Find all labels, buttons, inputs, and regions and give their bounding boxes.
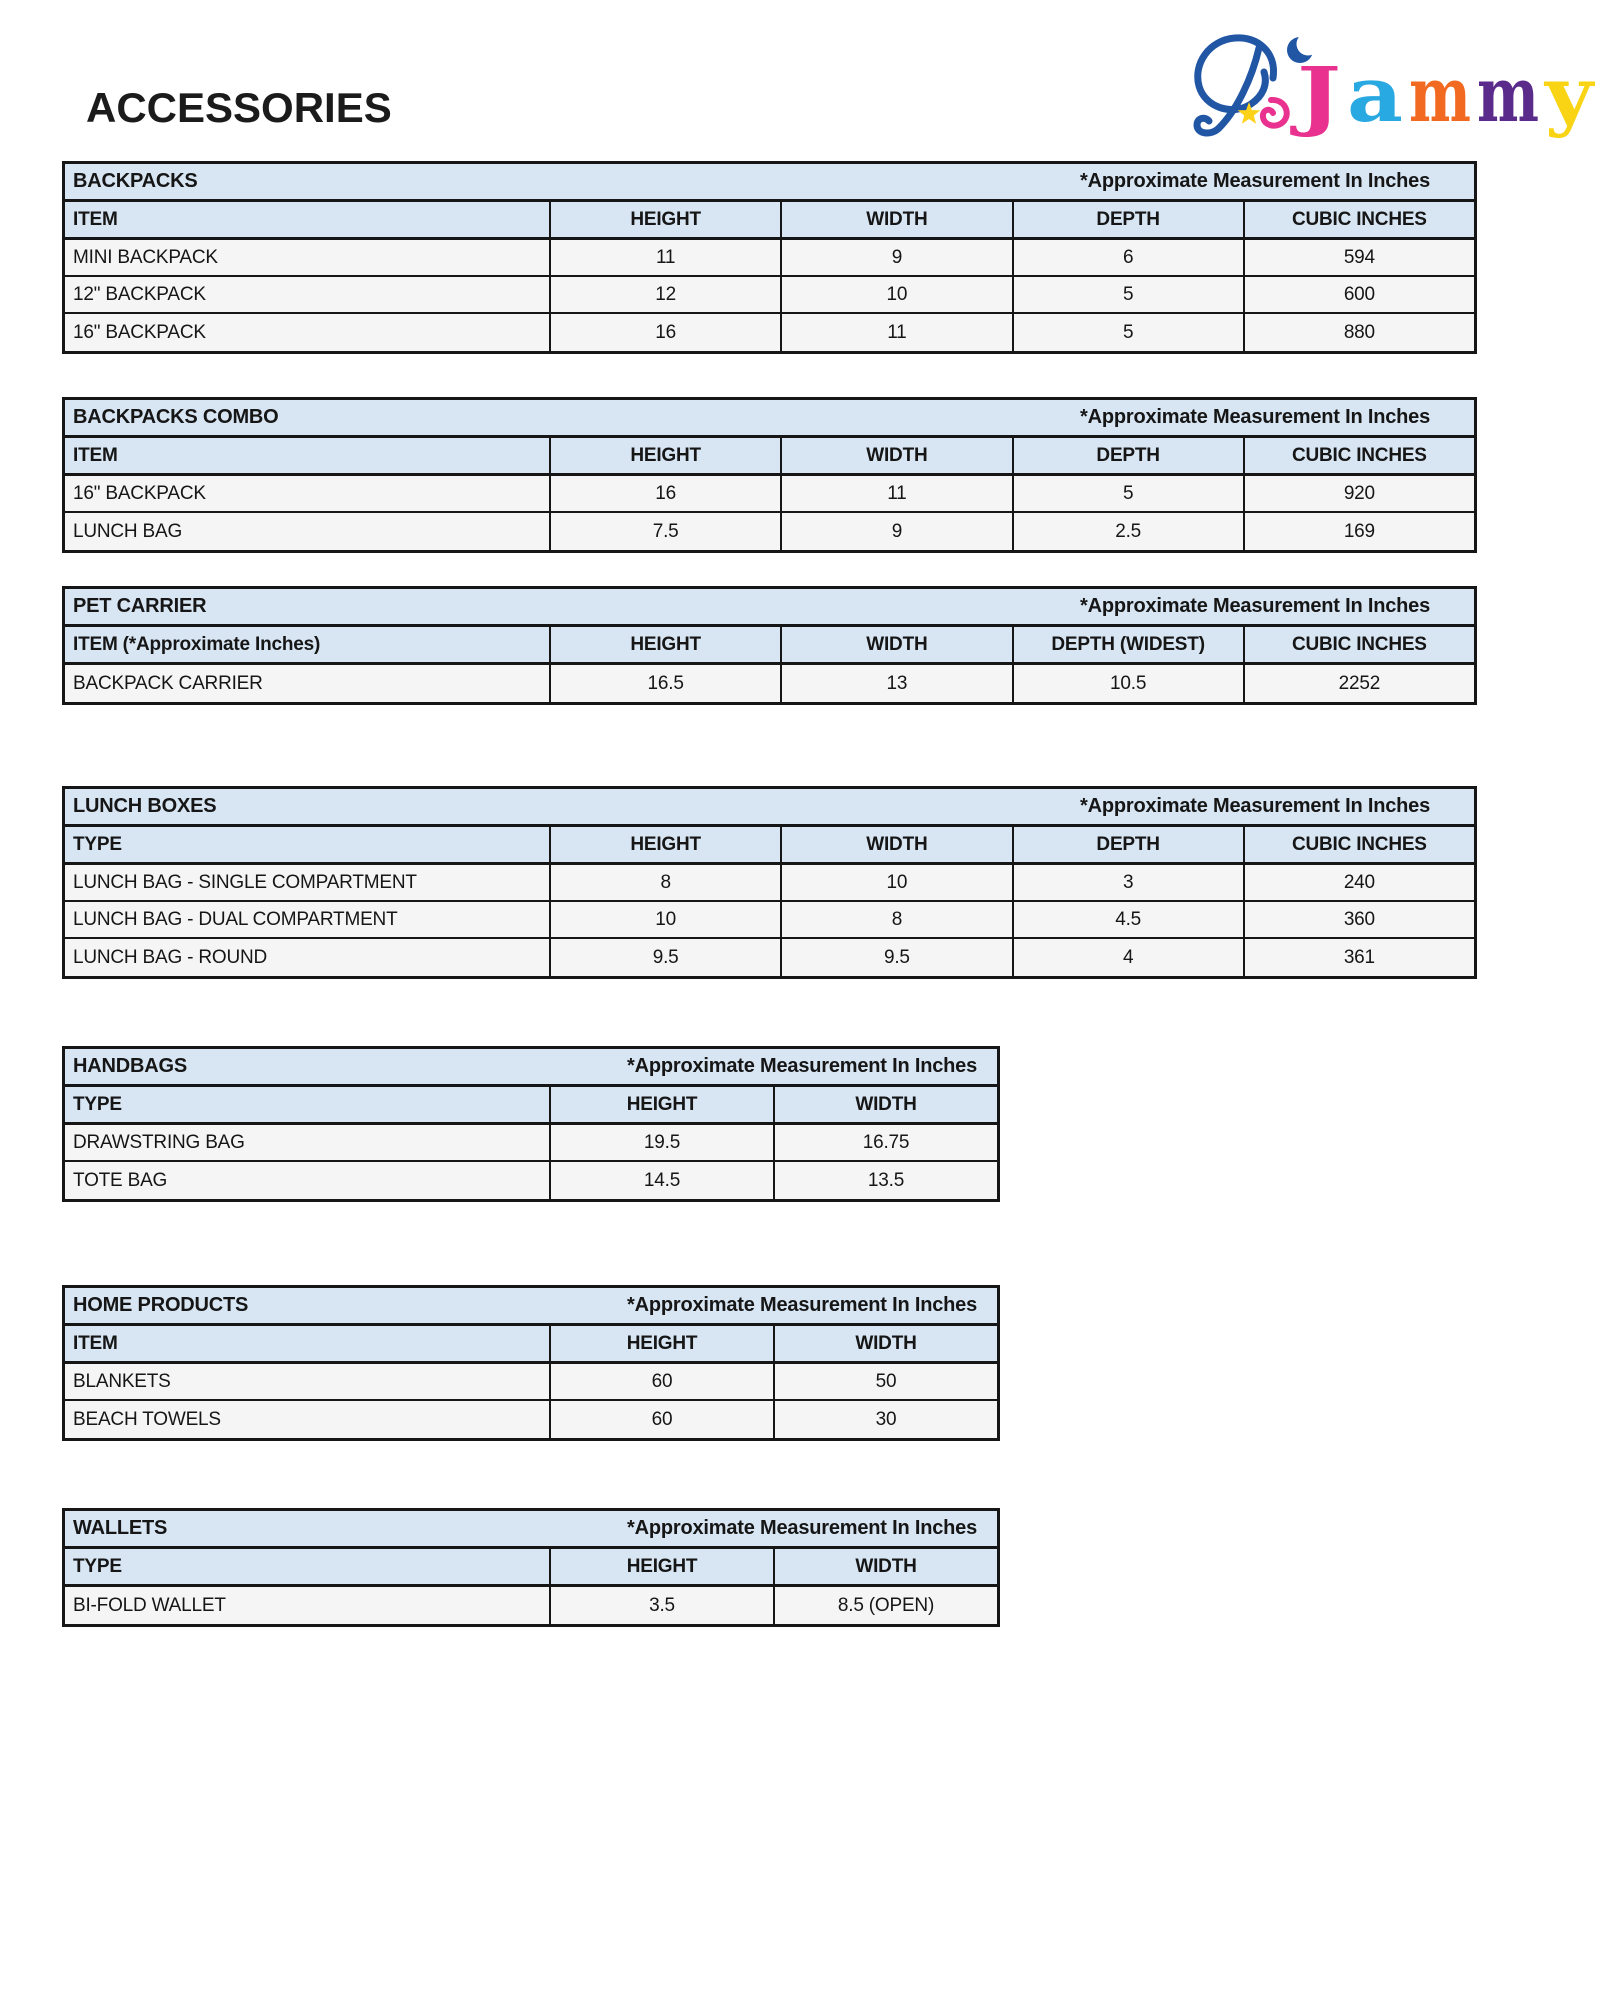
value-cell: 16.75 xyxy=(773,1125,997,1160)
table-title-row xyxy=(65,1288,997,1326)
table-title-row xyxy=(65,589,1474,627)
item-label: LUNCH BAG - ROUND xyxy=(73,946,268,968)
column-header-row xyxy=(65,627,1474,665)
table-row xyxy=(65,277,1474,314)
value-cell: 10.5 xyxy=(1012,665,1243,702)
item-label: 16" BACKPACK xyxy=(73,482,206,504)
logo-letter: a xyxy=(1347,50,1403,139)
column-header-type: TYPE xyxy=(73,1093,122,1115)
value-cell: 361 xyxy=(1243,939,1474,976)
column-header-depth: DEPTH xyxy=(1012,438,1243,473)
table-row xyxy=(65,240,1474,277)
brand-logo-graphic xyxy=(1185,26,1600,150)
column-header-row xyxy=(65,202,1474,240)
value-cell: 11 xyxy=(780,476,1011,511)
item-label: DRAWSTRING BAG xyxy=(73,1131,245,1153)
table-row xyxy=(65,1364,997,1401)
table-row xyxy=(65,314,1474,351)
value-cell: 600 xyxy=(1243,277,1474,312)
table-row xyxy=(65,939,1474,976)
table-title: PET CARRIER xyxy=(73,595,207,617)
column-header-height: HEIGHT xyxy=(549,1549,773,1584)
column-header-item: ITEM xyxy=(73,444,118,466)
column-header-type: TYPE xyxy=(73,1555,122,1577)
value-cell: 50 xyxy=(773,1364,997,1399)
column-header-height: HEIGHT xyxy=(549,438,780,473)
table-title-row xyxy=(65,1511,997,1549)
value-cell: 6 xyxy=(1012,240,1243,275)
column-header-height: HEIGHT xyxy=(549,627,780,662)
table-row xyxy=(65,865,1474,902)
value-cell: 7.5 xyxy=(549,513,780,550)
table-row xyxy=(65,1162,997,1199)
value-cell: 30 xyxy=(773,1401,997,1438)
column-header-width: WIDTH xyxy=(780,627,1011,662)
value-cell: 12 xyxy=(549,277,780,312)
logo-letter: m xyxy=(1409,50,1471,139)
logo-spiral-icon xyxy=(1263,100,1287,126)
value-cell: 13 xyxy=(780,665,1011,702)
table-title-row xyxy=(65,164,1474,202)
value-cell: 16 xyxy=(549,314,780,351)
table-title: WALLETS xyxy=(73,1517,168,1539)
column-header-row xyxy=(65,1549,997,1587)
column-header-width: WIDTH xyxy=(780,827,1011,862)
table-row xyxy=(65,1125,997,1162)
page-title: ACCESSORIES xyxy=(86,84,392,132)
value-cell: 60 xyxy=(549,1364,773,1399)
column-header-item: ITEM xyxy=(73,208,118,230)
value-cell: 19.5 xyxy=(549,1125,773,1160)
value-cell: 4.5 xyxy=(1012,902,1243,937)
measurement-note: *Approximate Measurement In Inches xyxy=(1080,795,1430,817)
table-title-row xyxy=(65,400,1474,438)
column-header-cubic-inches: CUBIC INCHES xyxy=(1243,202,1474,237)
measurement-note: *Approximate Measurement In Inches xyxy=(1080,406,1430,428)
table-row xyxy=(65,1401,997,1438)
value-cell: 360 xyxy=(1243,902,1474,937)
table-row xyxy=(65,476,1474,513)
column-header-width: WIDTH xyxy=(773,1087,997,1122)
value-cell: 8 xyxy=(780,902,1011,937)
column-header-row xyxy=(65,827,1474,865)
column-header-width: WIDTH xyxy=(780,202,1011,237)
item-label: BLANKETS xyxy=(73,1370,171,1392)
column-header-row xyxy=(65,1326,997,1364)
value-cell: 8.5 (OPEN) xyxy=(773,1587,997,1624)
table-title-row xyxy=(65,1049,997,1087)
column-header-height: HEIGHT xyxy=(549,1326,773,1361)
value-cell: 11 xyxy=(780,314,1011,351)
table-backpacks-combo xyxy=(62,397,1477,553)
value-cell: 3 xyxy=(1012,865,1243,900)
column-header-width: WIDTH xyxy=(773,1326,997,1361)
column-header-depth: DEPTH xyxy=(1012,202,1243,237)
value-cell: 2252 xyxy=(1243,665,1474,702)
table-title: LUNCH BOXES xyxy=(73,795,217,817)
table-title: HANDBAGS xyxy=(73,1055,187,1077)
measurement-note: *Approximate Measurement In Inches xyxy=(627,1517,977,1539)
table-pet-carrier xyxy=(62,586,1477,705)
value-cell: 920 xyxy=(1243,476,1474,511)
column-header-cubic-inches: CUBIC INCHES xyxy=(1243,827,1474,862)
logo-letter: y xyxy=(1543,50,1595,139)
brand-logo xyxy=(1185,26,1600,150)
table-handbags xyxy=(62,1046,1000,1202)
item-label: LUNCH BAG - SINGLE COMPARTMENT xyxy=(73,871,417,893)
item-label: BEACH TOWELS xyxy=(73,1408,221,1430)
value-cell: 9.5 xyxy=(549,939,780,976)
column-header-row xyxy=(65,438,1474,476)
column-header-row xyxy=(65,1087,997,1125)
item-label: 16" BACKPACK xyxy=(73,321,206,343)
value-cell: 10 xyxy=(780,277,1011,312)
column-header-cubic-inches: CUBIC INCHES xyxy=(1243,627,1474,662)
column-header-height: HEIGHT xyxy=(549,827,780,862)
column-header-type: TYPE xyxy=(73,833,122,855)
table-title: HOME PRODUCTS xyxy=(73,1294,249,1316)
item-label: BACKPACK CARRIER xyxy=(73,672,263,694)
value-cell: 9.5 xyxy=(780,939,1011,976)
value-cell: 4 xyxy=(1012,939,1243,976)
table-row xyxy=(65,1587,997,1624)
value-cell: 880 xyxy=(1243,314,1474,351)
item-label: TOTE BAG xyxy=(73,1169,168,1191)
value-cell: 13.5 xyxy=(773,1162,997,1199)
column-header-width: WIDTH xyxy=(773,1549,997,1584)
item-label: LUNCH BAG - DUAL COMPARTMENT xyxy=(73,908,398,930)
column-header-item: ITEM xyxy=(73,1332,118,1354)
item-label: MINI BACKPACK xyxy=(73,246,218,268)
table-title-row xyxy=(65,789,1474,827)
table-title: BACKPACKS xyxy=(73,170,198,192)
measurement-note: *Approximate Measurement In Inches xyxy=(1080,170,1430,192)
measurement-note: *Approximate Measurement In Inches xyxy=(627,1055,977,1077)
logo-letter: m xyxy=(1477,50,1539,139)
value-cell: 14.5 xyxy=(549,1162,773,1199)
column-header-item-approximate-inches: ITEM (*Approximate Inches) xyxy=(73,633,321,655)
value-cell: 2.5 xyxy=(1012,513,1243,550)
value-cell: 240 xyxy=(1243,865,1474,900)
value-cell: 5 xyxy=(1012,314,1243,351)
table-row xyxy=(65,902,1474,939)
column-header-width: WIDTH xyxy=(780,438,1011,473)
column-header-depth: DEPTH xyxy=(1012,827,1243,862)
value-cell: 16.5 xyxy=(549,665,780,702)
column-header-depth-widest: DEPTH (WIDEST) xyxy=(1012,627,1243,662)
value-cell: 9 xyxy=(780,240,1011,275)
table-lunch-boxes xyxy=(62,786,1477,979)
table-row xyxy=(65,513,1474,550)
table-home-products xyxy=(62,1285,1000,1441)
value-cell: 60 xyxy=(549,1401,773,1438)
measurement-note: *Approximate Measurement In Inches xyxy=(627,1294,977,1316)
value-cell: 5 xyxy=(1012,476,1243,511)
table-row xyxy=(65,665,1474,702)
value-cell: 10 xyxy=(549,902,780,937)
value-cell: 5 xyxy=(1012,277,1243,312)
column-header-cubic-inches: CUBIC INCHES xyxy=(1243,438,1474,473)
value-cell: 16 xyxy=(549,476,780,511)
value-cell: 8 xyxy=(549,865,780,900)
column-header-height: HEIGHT xyxy=(549,1087,773,1122)
item-label: BI-FOLD WALLET xyxy=(73,1594,226,1616)
value-cell: 10 xyxy=(780,865,1011,900)
logo-letter: J xyxy=(1289,50,1341,139)
value-cell: 3.5 xyxy=(549,1587,773,1624)
value-cell: 9 xyxy=(780,513,1011,550)
value-cell: 169 xyxy=(1243,513,1474,550)
table-wallets xyxy=(62,1508,1000,1627)
table-title: BACKPACKS COMBO xyxy=(73,406,279,428)
value-cell: 11 xyxy=(549,240,780,275)
table-backpacks xyxy=(62,161,1477,354)
value-cell: 594 xyxy=(1243,240,1474,275)
item-label: 12" BACKPACK xyxy=(73,283,206,305)
logo-wordmark xyxy=(1290,50,1595,139)
measurement-note: *Approximate Measurement In Inches xyxy=(1080,595,1430,617)
item-label: LUNCH BAG xyxy=(73,520,183,542)
column-header-height: HEIGHT xyxy=(549,202,780,237)
